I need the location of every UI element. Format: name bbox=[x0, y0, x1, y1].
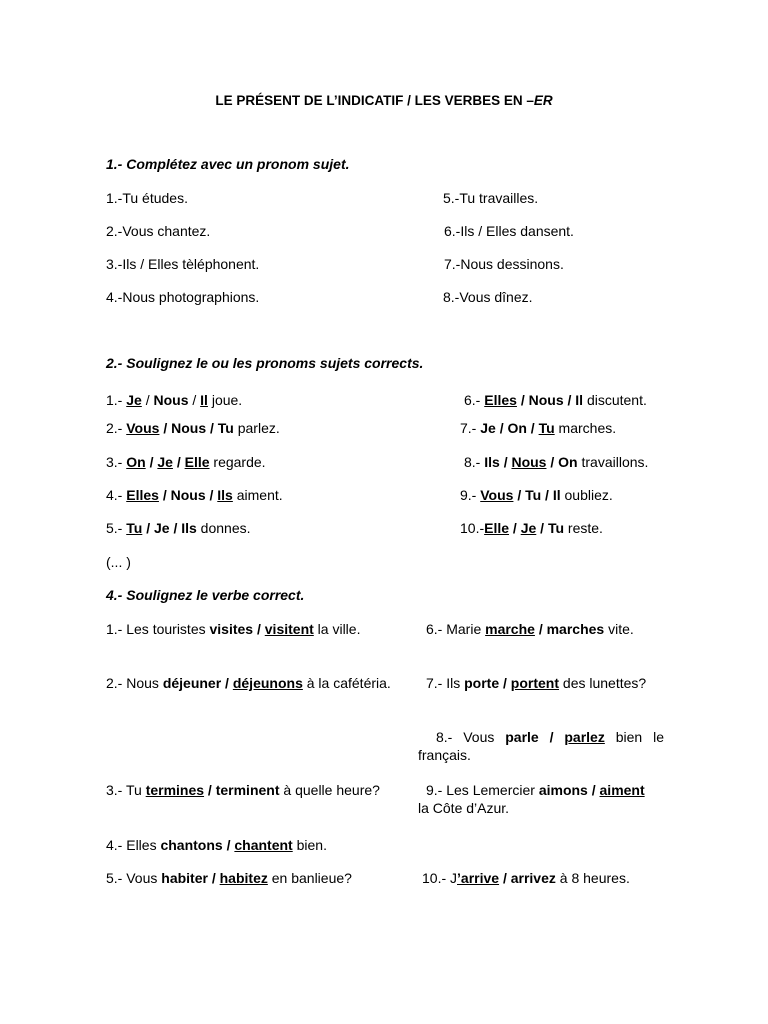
section-1-heading: 1.- Complétez avec un pronom sujet. bbox=[106, 156, 350, 172]
line-text: donnes. bbox=[196, 520, 251, 536]
option-text: aimons / bbox=[538, 782, 600, 798]
underlined-answer: Tu bbox=[538, 420, 555, 436]
line-text: 6.- Marie bbox=[426, 621, 486, 637]
line-text: 2.- Nous bbox=[106, 675, 163, 691]
line-text: français. bbox=[418, 747, 471, 763]
underlined-answer: Elle bbox=[184, 454, 210, 470]
ellipsis-marker: (... ) bbox=[106, 554, 131, 570]
option-text: / bbox=[509, 520, 521, 536]
line-text: regarde. bbox=[209, 454, 266, 470]
s2-item-10 bbox=[460, 519, 603, 537]
s2-item-5 bbox=[106, 519, 251, 537]
title-er: ER bbox=[533, 93, 553, 108]
line-text: bien le bbox=[604, 729, 664, 745]
underlined-answer: portent bbox=[510, 675, 560, 691]
option-text: / Nous / bbox=[158, 487, 218, 503]
line-text: à 8 heures. bbox=[555, 870, 630, 886]
line-text: 6.- bbox=[464, 392, 485, 408]
line-text: 5.- bbox=[106, 520, 127, 536]
s1-item-8: 8.-Vous dînez. bbox=[443, 289, 533, 305]
option-text: / Nous / Il bbox=[516, 392, 584, 408]
line-text: oubliez. bbox=[560, 487, 613, 503]
s2-item-2 bbox=[106, 419, 280, 437]
option-text: Je / On / bbox=[480, 420, 539, 436]
option-text: / arrivez bbox=[499, 870, 556, 886]
option-text: / Tu bbox=[536, 520, 565, 536]
s4-item-2 bbox=[106, 674, 391, 692]
underlined-answer: Je bbox=[157, 454, 173, 470]
underlined-answer: ’arrive bbox=[457, 870, 500, 886]
s1-item-4: 4.-Nous photographions. bbox=[106, 289, 260, 305]
option-text: / Nous / Tu bbox=[159, 420, 234, 436]
underlined-answer: Tu bbox=[126, 520, 143, 536]
line-text: à quelle heure? bbox=[279, 782, 380, 798]
underlined-answer: Vous bbox=[126, 420, 160, 436]
line-text: 9.- bbox=[460, 487, 481, 503]
s1-item-3: 3.-Ils / Elles tèléphonent. bbox=[106, 256, 260, 272]
s2-item-8 bbox=[464, 453, 648, 471]
line-text: bien. bbox=[292, 837, 327, 853]
line-text: 4.- Elles bbox=[106, 837, 161, 853]
s4-item-9 bbox=[426, 781, 645, 799]
underlined-answer: déjeunons bbox=[232, 675, 303, 691]
underlined-answer: Elles bbox=[126, 487, 159, 503]
line-text: 1.- bbox=[106, 392, 127, 408]
underlined-answer: marche bbox=[485, 621, 535, 637]
line-text: 8.- Vous bbox=[436, 729, 506, 745]
line-text: 1.- Les touristes bbox=[106, 621, 210, 637]
s2-item-3 bbox=[106, 453, 266, 471]
line-text: parlez. bbox=[233, 420, 280, 436]
document-title bbox=[0, 92, 768, 110]
line-text: en banlieue? bbox=[267, 870, 352, 886]
line-text: marches. bbox=[554, 420, 617, 436]
option-text: / bbox=[172, 454, 185, 470]
s1-item-1: 1.-Tu études. bbox=[106, 190, 188, 206]
s2-item-6 bbox=[464, 391, 647, 409]
underlined-answer: Ils bbox=[217, 487, 233, 503]
option-text: visites / bbox=[209, 621, 265, 637]
line-text: vite. bbox=[604, 621, 634, 637]
option-text: Nous bbox=[153, 392, 189, 408]
line-text: 4.- bbox=[106, 487, 127, 503]
option-text: / bbox=[145, 454, 158, 470]
option-text: / On bbox=[546, 454, 578, 470]
s1-item-7: 7.-Nous dessinons. bbox=[444, 256, 564, 272]
underlined-answer: Je bbox=[520, 520, 537, 536]
option-text: Ils / bbox=[484, 454, 512, 470]
underlined-answer: habitez bbox=[219, 870, 268, 886]
option-text: / Tu / Il bbox=[513, 487, 561, 503]
s2-item-1 bbox=[106, 391, 242, 409]
line-text: 3.- bbox=[106, 454, 127, 470]
option-text: / marches bbox=[534, 621, 605, 637]
s4-item-9-cont bbox=[418, 799, 509, 817]
line-text: 7.- Ils bbox=[426, 675, 465, 691]
underlined-answer: On bbox=[126, 454, 146, 470]
line-text: la ville. bbox=[313, 621, 361, 637]
s2-item-4 bbox=[106, 486, 283, 504]
underlined-answer: Elles bbox=[484, 392, 517, 408]
s4-item-7 bbox=[426, 674, 646, 692]
s4-item-3 bbox=[106, 781, 380, 799]
option-text: déjeuner / bbox=[162, 675, 233, 691]
section-2-heading: 2.- Soulignez le ou les pronoms sujets corrects. bbox=[106, 355, 424, 371]
s1-item-6: 6.-Ils / Elles dansent. bbox=[444, 223, 574, 239]
underlined-answer: Vous bbox=[480, 487, 514, 503]
option-text: / terminent bbox=[204, 782, 280, 798]
s4-item-8 bbox=[436, 728, 664, 746]
underlined-answer: visitent bbox=[264, 621, 314, 637]
underlined-answer: Il bbox=[200, 392, 208, 408]
s2-item-9 bbox=[460, 486, 613, 504]
underlined-answer: Je bbox=[126, 392, 142, 408]
option-text: chantons / bbox=[160, 837, 235, 853]
line-text: 5.- Vous bbox=[106, 870, 162, 886]
s4-item-10 bbox=[422, 869, 630, 887]
s4-item-5 bbox=[106, 869, 352, 887]
line-text: 8.- bbox=[464, 454, 485, 470]
line-text: joue. bbox=[207, 392, 243, 408]
underlined-answer: parlez bbox=[564, 729, 605, 745]
section-4-heading: 4.- Soulignez le verbe correct. bbox=[106, 587, 305, 603]
line-text: travaillons. bbox=[577, 454, 649, 470]
s4-item-8-cont bbox=[418, 746, 471, 764]
line-text: 10.- J bbox=[422, 870, 458, 886]
line-text: 2.- bbox=[106, 420, 127, 436]
s4-item-4 bbox=[106, 836, 327, 854]
underlined-answer: termines bbox=[145, 782, 205, 798]
s4-item-1 bbox=[106, 620, 360, 638]
s2-item-7 bbox=[460, 419, 616, 437]
s4-item-6 bbox=[426, 620, 634, 638]
line-text: reste. bbox=[564, 520, 603, 536]
underlined-answer: Elle bbox=[484, 520, 510, 536]
underlined-answer: chantent bbox=[234, 837, 293, 853]
line-text: 3.- Tu bbox=[106, 782, 146, 798]
line-text: aiment. bbox=[232, 487, 283, 503]
line-text: des lunettes? bbox=[559, 675, 647, 691]
line-text: 7.- bbox=[460, 420, 481, 436]
line-text: 9.- Les Lemercier bbox=[426, 782, 539, 798]
line-text: 10.- bbox=[460, 520, 485, 536]
option-text: habiter / bbox=[161, 870, 220, 886]
option-text: porte / bbox=[464, 675, 511, 691]
line-text: à la cafétéria. bbox=[302, 675, 391, 691]
line-text: la Côte d’Azur. bbox=[418, 800, 510, 816]
s1-item-5: 5.-Tu travailles. bbox=[443, 190, 539, 206]
line-text: / bbox=[141, 392, 154, 408]
line-text: discutent. bbox=[583, 392, 647, 408]
line-text: / bbox=[188, 392, 201, 408]
option-text: parle / bbox=[505, 729, 565, 745]
underlined-answer: Nous bbox=[511, 454, 547, 470]
option-text: / Je / Ils bbox=[142, 520, 197, 536]
s1-item-2: 2.-Vous chantez. bbox=[106, 223, 211, 239]
title-text: LE PRÉSENT DE L’INDICATIF / LES VERBES EN – bbox=[215, 93, 534, 108]
underlined-answer: aiment bbox=[599, 782, 645, 798]
